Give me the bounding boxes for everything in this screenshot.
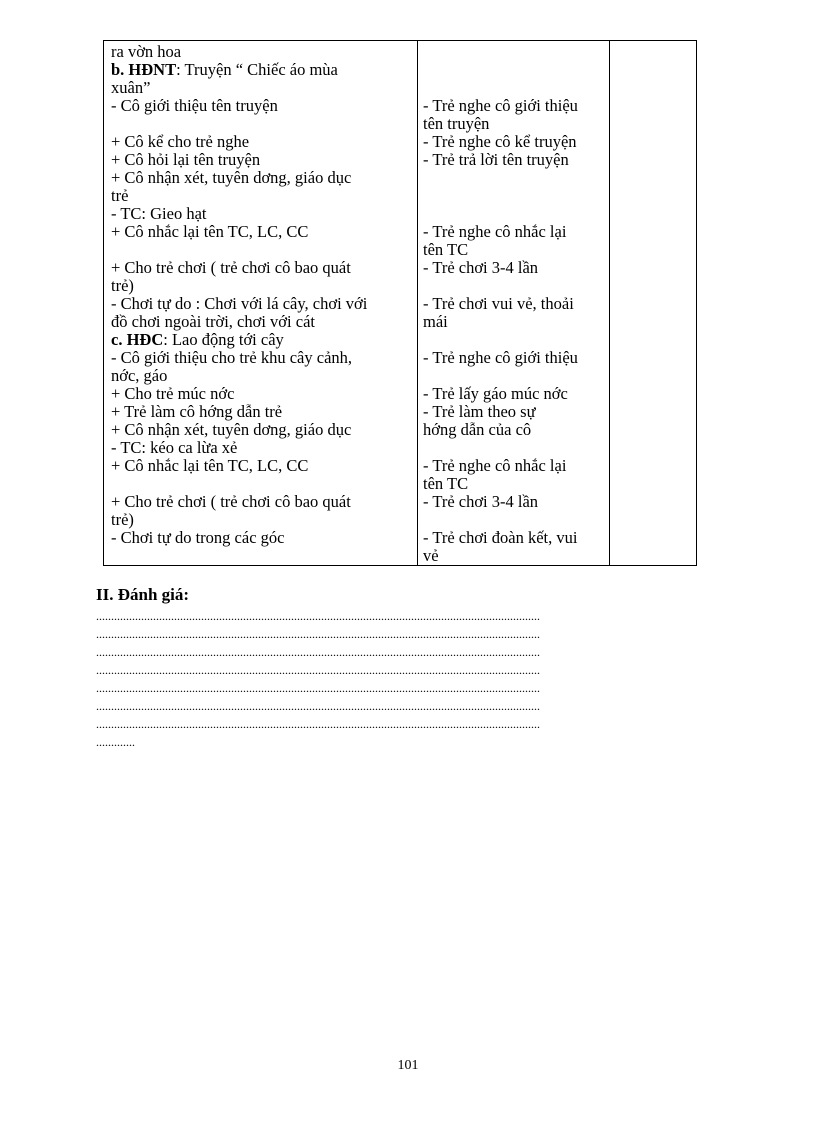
dotted-line: .................................................................................................................................................... bbox=[96, 718, 540, 730]
text-line: - Trẻ chơi 3-4 lần bbox=[423, 258, 539, 277]
text-line: - Trẻ nghe cô nhắc lại bbox=[423, 222, 567, 241]
text-line: + Cho trẻ chơi ( trẻ chơi cô bao quát bbox=[111, 492, 351, 511]
text-line: trẻ) bbox=[111, 276, 134, 295]
text-line: trẻ) bbox=[111, 510, 134, 529]
dotted-line: .................................................................................................................................................... bbox=[96, 664, 540, 676]
text-line: mái bbox=[423, 312, 448, 331]
text-line: - Trẻ chơi 3-4 lần bbox=[423, 492, 539, 511]
text-line: + Cô nhận xét, tuyên dơng, giáo dục bbox=[111, 420, 352, 439]
text-line: + Cho trẻ múc nớc bbox=[111, 384, 235, 403]
text-line: - Cô giới thiệu tên truyện bbox=[111, 96, 278, 115]
text-line: + Cho trẻ chơi ( trẻ chơi cô bao quát bbox=[111, 258, 351, 277]
text-line: - Chơi tự do : Chơi với lá cây, chơi với bbox=[111, 294, 368, 313]
dotted-line: .................................................................................................................................................... bbox=[96, 700, 540, 712]
text-line: - Trẻ chơi vui vẻ, thoải bbox=[423, 294, 574, 313]
text-line: - Trẻ nghe cô giới thiệu bbox=[423, 348, 578, 367]
text-line: vẻ bbox=[423, 546, 439, 565]
text-line-rest: : Lao động tới cây bbox=[163, 330, 284, 349]
column-divider bbox=[417, 41, 418, 565]
text-line: + Cô kể cho trẻ nghe bbox=[111, 132, 250, 151]
page-number: 101 bbox=[397, 1058, 419, 1073]
text-line: - Trẻ nghe cô kể truyện bbox=[423, 132, 577, 151]
text-line: + Trẻ làm cô hớng dẫn trẻ bbox=[111, 402, 283, 421]
text-line: - Trẻ trả lời tên truyện bbox=[423, 150, 569, 169]
text-line: + Cô nhắc lại tên TC, LC, CC bbox=[111, 456, 309, 475]
text-line: - Trẻ nghe cô nhắc lại bbox=[423, 456, 567, 475]
text-line: tên TC bbox=[423, 240, 469, 259]
text-line: đồ chơi ngoài trời, chơi với cát bbox=[111, 312, 315, 331]
text-line: xuân” bbox=[111, 78, 151, 97]
text-line: - Chơi tự do trong các góc bbox=[111, 528, 285, 547]
text-line bbox=[111, 331, 284, 349]
text-line: + Cô nhắc lại tên TC, LC, CC bbox=[111, 222, 309, 241]
dotted-line: .................................................................................................................................................... bbox=[96, 610, 540, 622]
text-line: trẻ bbox=[111, 186, 129, 205]
activity-table bbox=[103, 40, 697, 566]
text-line: - Trẻ lấy gáo múc nớc bbox=[423, 384, 568, 403]
text-line: + Cô nhận xét, tuyên dơng, giáo dục bbox=[111, 168, 352, 187]
section-heading: c. HĐC bbox=[111, 330, 164, 349]
text-line: tên TC bbox=[423, 474, 469, 493]
dotted-line: .................................................................................................................................................... bbox=[96, 682, 540, 694]
text-line: ra vờn hoa bbox=[111, 42, 182, 61]
text-line: - TC: Gieo hạt bbox=[111, 204, 207, 223]
dotted-line: .................................................................................................................................................... bbox=[96, 628, 540, 640]
section-heading: b. HĐNT bbox=[111, 60, 177, 79]
dotted-line-end: ............. bbox=[96, 736, 135, 748]
text-line: - Trẻ làm theo sự bbox=[423, 402, 536, 421]
text-line: hớng dẫn của cô bbox=[423, 420, 532, 439]
text-line: - Trẻ nghe cô giới thiệu bbox=[423, 96, 578, 115]
column-divider bbox=[609, 41, 610, 565]
text-line bbox=[111, 61, 338, 79]
text-line: - Cô giới thiệu cho trẻ khu cây cảnh, bbox=[111, 348, 353, 367]
evaluation-title: II. Đánh giá: bbox=[96, 585, 190, 604]
text-line: nớc, gáo bbox=[111, 366, 168, 385]
dotted-line: .................................................................................................................................................... bbox=[96, 646, 540, 658]
text-line: tên truyện bbox=[423, 114, 490, 133]
text-line: + Cô hỏi lại tên truyện bbox=[111, 150, 261, 169]
text-line-rest: : Truyện “ Chiếc áo mùa bbox=[176, 60, 338, 79]
text-line: - Trẻ chơi đoàn kết, vui bbox=[423, 528, 578, 547]
text-line: - TC: kéo ca lừa xẻ bbox=[111, 438, 238, 457]
